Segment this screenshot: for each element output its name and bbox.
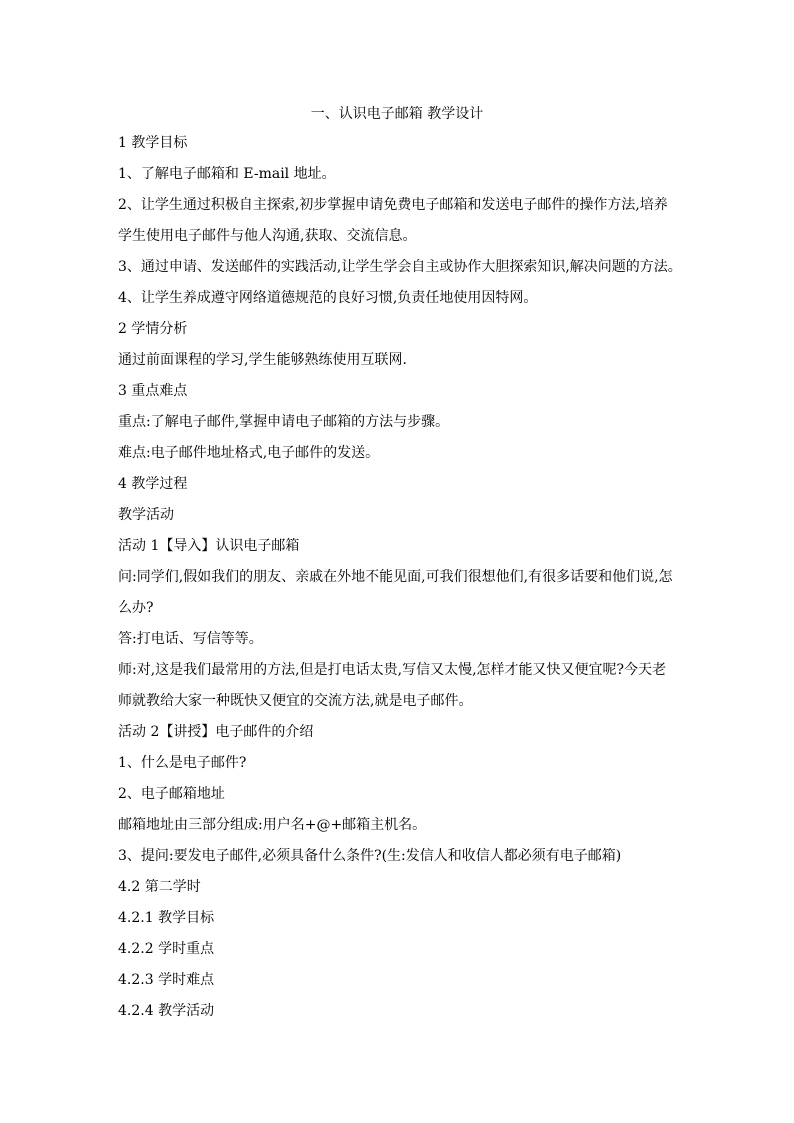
- goal-4: 4、让学生养成遵守网络道德规范的良好习惯,负责任地使用因特网。: [118, 290, 538, 306]
- second-period-key-points: 4.2.2 学时重点: [118, 941, 215, 957]
- student-analysis-text: 通过前面课程的学习,学生能够熟练使用互联网.: [118, 352, 407, 368]
- heading-key-points: 3 重点难点: [118, 383, 188, 399]
- activity-2-item-3: 3、提问:要发电子邮件,必须具备什么条件?(生:发信人和收信人都必须有电子邮箱): [118, 848, 622, 864]
- second-period-goals: 4.2.1 教学目标: [118, 910, 215, 926]
- activity-1-teacher: 师:对,这是我们最常用的方法,但是打电话太贵,写信又太慢,怎样才能又快又便宜呢?今天老师就教给大家一种既快又便宜的交流方法,就是电子邮件。: [118, 662, 667, 709]
- activity-1-question: 问:同学们,假如我们的朋友、亲戚在外地不能见面,可我们很想他们,有很多话要和他们说,怎么办?: [118, 569, 673, 616]
- activity-2-address-format: 邮箱地址由三部分组成:用户名+@+邮箱主机名。: [118, 817, 427, 833]
- goal-1: 1、了解电子邮箱和 E-mail 地址。: [118, 166, 336, 182]
- key-point-text: 重点:了解电子邮件,掌握申请电子邮箱的方法与步骤。: [118, 414, 450, 430]
- teaching-activities-label: 教学活动: [118, 507, 174, 523]
- second-period-difficulties: 4.2.3 学时难点: [118, 972, 215, 988]
- second-period-activities: 4.2.4 教学活动: [118, 1003, 215, 1019]
- activity-1-heading: 活动 1【导入】认识电子邮箱: [118, 538, 300, 554]
- activity-2-item-1: 1、什么是电子邮件?: [118, 755, 247, 771]
- difficulty-text: 难点:电子邮件地址格式,电子邮件的发送。: [118, 445, 380, 461]
- document-body: [118, 133, 682, 1032]
- activity-2-item-2: 2、电子邮箱地址: [118, 786, 225, 802]
- heading-student-analysis: 2 学情分析: [118, 321, 188, 337]
- activity-2-heading: 活动 2【讲授】电子邮件的介绍: [118, 724, 314, 740]
- goal-2: 2、让学生通过积极自主探索,初步掌握申请免费电子邮箱和发送电子邮件的操作方法,培养学生使用电子邮件与他人沟通,获取、交流信息。: [118, 197, 668, 244]
- goal-3: 3、通过申请、发送邮件的实践活动,让学生学会自主或协作大胆探索知识,解决问题的方法。: [118, 259, 682, 275]
- heading-second-period: 4.2 第二学时: [118, 879, 201, 895]
- heading-teaching-goals: 1 教学目标: [118, 135, 188, 151]
- document-title: 一、认识电子邮箱 教学设计: [310, 106, 484, 122]
- activity-1-answer: 答:打电话、写信等等。: [118, 631, 263, 647]
- heading-teaching-process: 4 教学过程: [118, 476, 188, 492]
